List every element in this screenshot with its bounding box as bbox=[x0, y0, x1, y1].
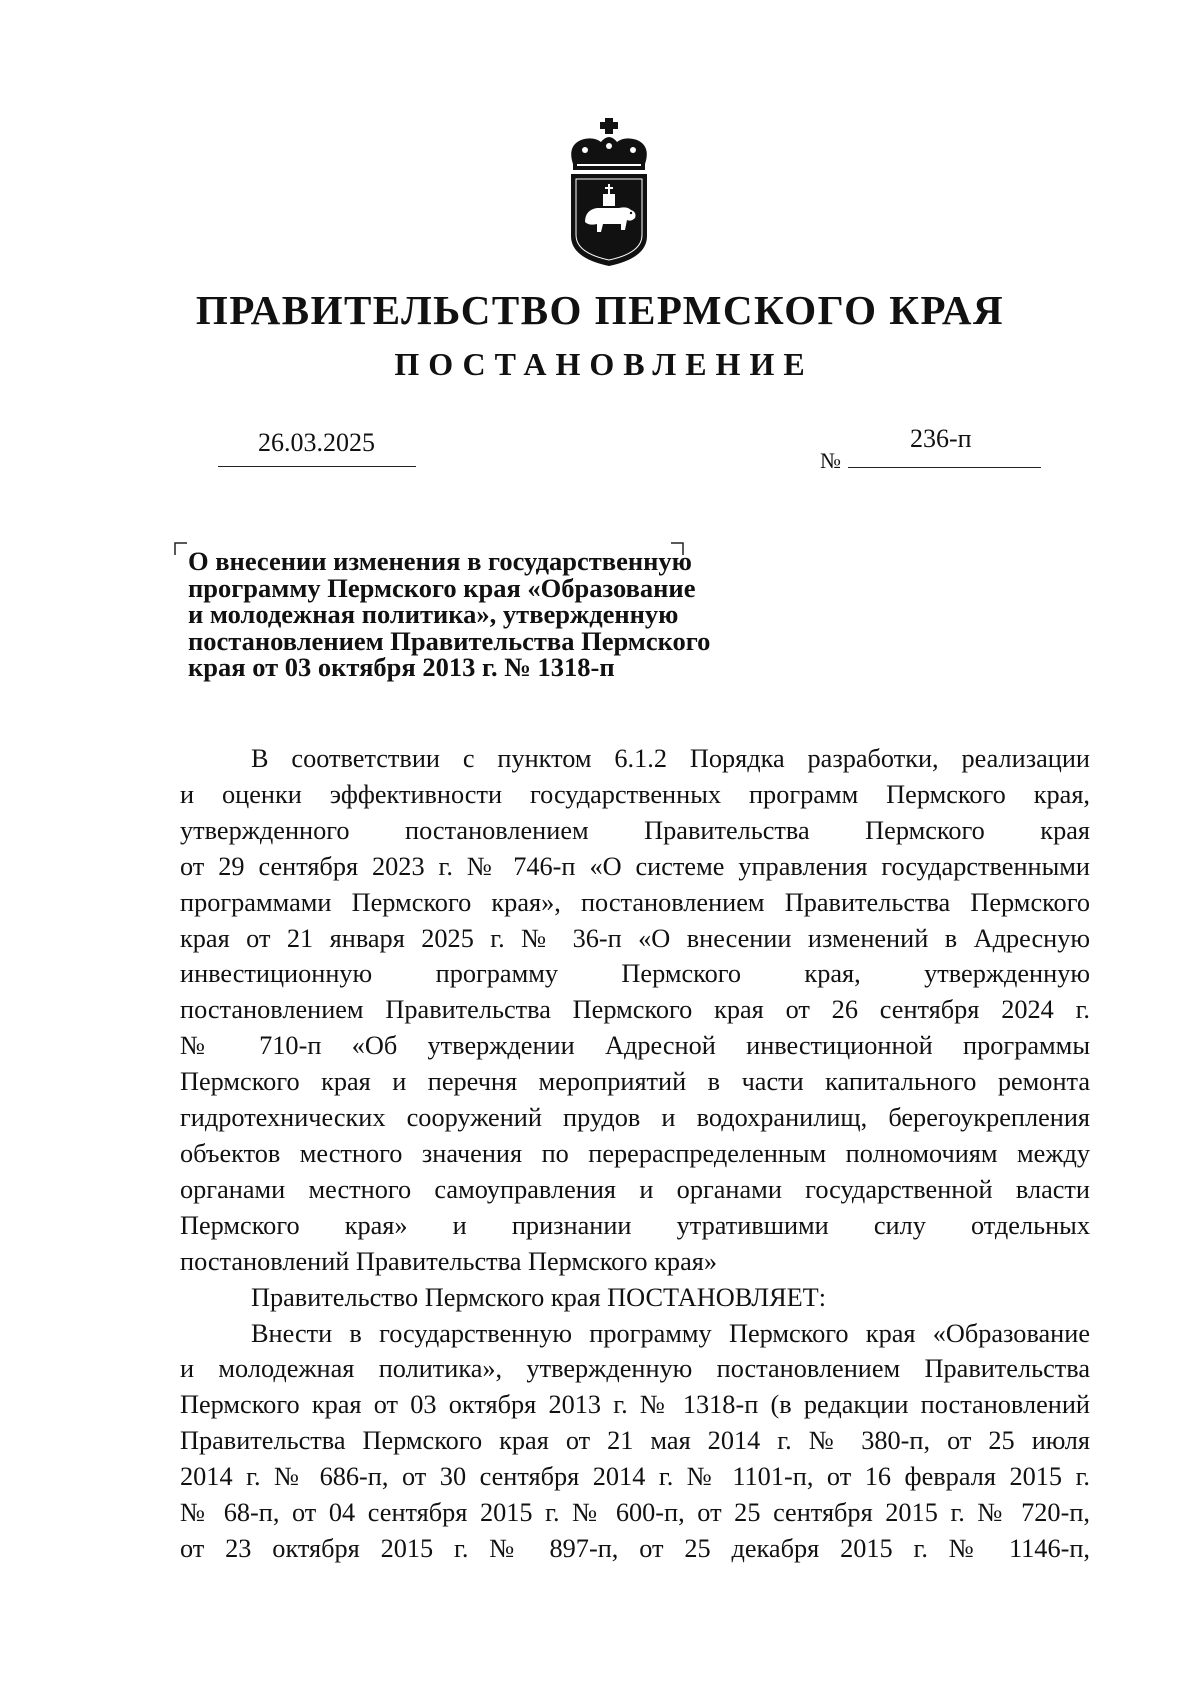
body-line: гидротехнических сооружений прудов и водохранилищ, берегоукрепления bbox=[180, 1103, 1090, 1133]
document-date: 26.03.2025 bbox=[258, 428, 375, 457]
date-underline bbox=[218, 466, 416, 467]
subject-line: и молодежная политика», утвержденную bbox=[188, 599, 679, 629]
body-line: утвержденного постановлением Правительства Пермского края bbox=[180, 815, 1090, 845]
body-line: объектов местного значения по перераспределенным полномочиям между bbox=[180, 1138, 1090, 1168]
body-line: от 23 октября 2015 г. № 897-п, от 25 декабря 2015 г. № 1146-п, bbox=[180, 1533, 1090, 1563]
body-line: Пермского края от 03 октября 2013 г. № 1318-п (в редакции постановлений bbox=[180, 1390, 1090, 1420]
body-line: № 710-п «Об утверждении Адресной инвестиционной программы bbox=[180, 1031, 1090, 1061]
document-type: ПОСТАНОВЛЕНИЕ bbox=[394, 346, 814, 382]
body-line: Пермского края» и признании утратившими силу отдельных bbox=[180, 1210, 1090, 1240]
number-sign: № bbox=[820, 448, 841, 473]
body-line: Внести в государственную программу Пермского края «Образование bbox=[251, 1318, 1090, 1348]
document-body bbox=[180, 741, 1090, 1567]
body-line: постановлением Правительства Пермского края от 26 сентября 2024 г. bbox=[180, 995, 1090, 1025]
subject-line: постановлением Правительства Пермского bbox=[188, 625, 711, 656]
document-number: 236-п bbox=[910, 424, 972, 453]
body-line: и оценки эффективности государственных программ Пермского края, bbox=[180, 779, 1090, 809]
body-line: Пермского края и перечня мероприятий в части капитального ремонта bbox=[180, 1067, 1090, 1097]
subject-line: программу Пермского края «Образование bbox=[188, 572, 696, 603]
body-line: инвестиционную программу Пермского края, утвержденную bbox=[180, 959, 1090, 989]
body-line: и молодежная политика», утвержденную постановлением Правительства bbox=[180, 1354, 1090, 1384]
subject-corner-left-mark bbox=[174, 542, 188, 556]
number-underline bbox=[848, 467, 1041, 468]
body-line: 2014 г. № 686-п, от 30 сентября 2014 г. № 1101-п, от 16 февраля 2015 г. bbox=[180, 1462, 1090, 1492]
body-line: программами Пермского края», постановлением Правительства Пермского bbox=[180, 887, 1090, 917]
body-line: органами местного самоуправления и органами государственной власти bbox=[180, 1174, 1090, 1204]
body-line: от 29 сентября 2023 г. № 746-п «О системе управления государственными bbox=[180, 851, 1090, 881]
body-line: постановлений Правительства Пермского края» bbox=[180, 1246, 717, 1276]
perm-krai-coat-of-arms-icon bbox=[563, 118, 655, 268]
subject-line: О внесении изменения в государственную bbox=[188, 546, 692, 576]
body-line: Правительства Пермского края от 21 мая 2014 г. № 380-п, от 25 июля bbox=[180, 1426, 1090, 1456]
organization-title: ПРАВИТЕЛЬСТВО ПЕРМСКОГО КРАЯ bbox=[195, 287, 1005, 333]
body-line: края от 21 января 2025 г. № 36-п «О внесении изменений в Адресную bbox=[180, 923, 1090, 953]
body-line: Правительство Пермского края ПОСТАНОВЛЯЕТ: bbox=[251, 1282, 827, 1312]
subject-line: края от 03 октября 2013 г. № 1318-п bbox=[188, 652, 615, 682]
document-subject bbox=[188, 548, 788, 681]
body-line: В соответствии с пунктом 6.1.2 Порядка разработки, реализации bbox=[251, 744, 1090, 773]
body-line: № 68-п, от 04 сентября 2015 г. № 600-п, от 25 сентября 2015 г. № 720-п, bbox=[180, 1498, 1090, 1528]
